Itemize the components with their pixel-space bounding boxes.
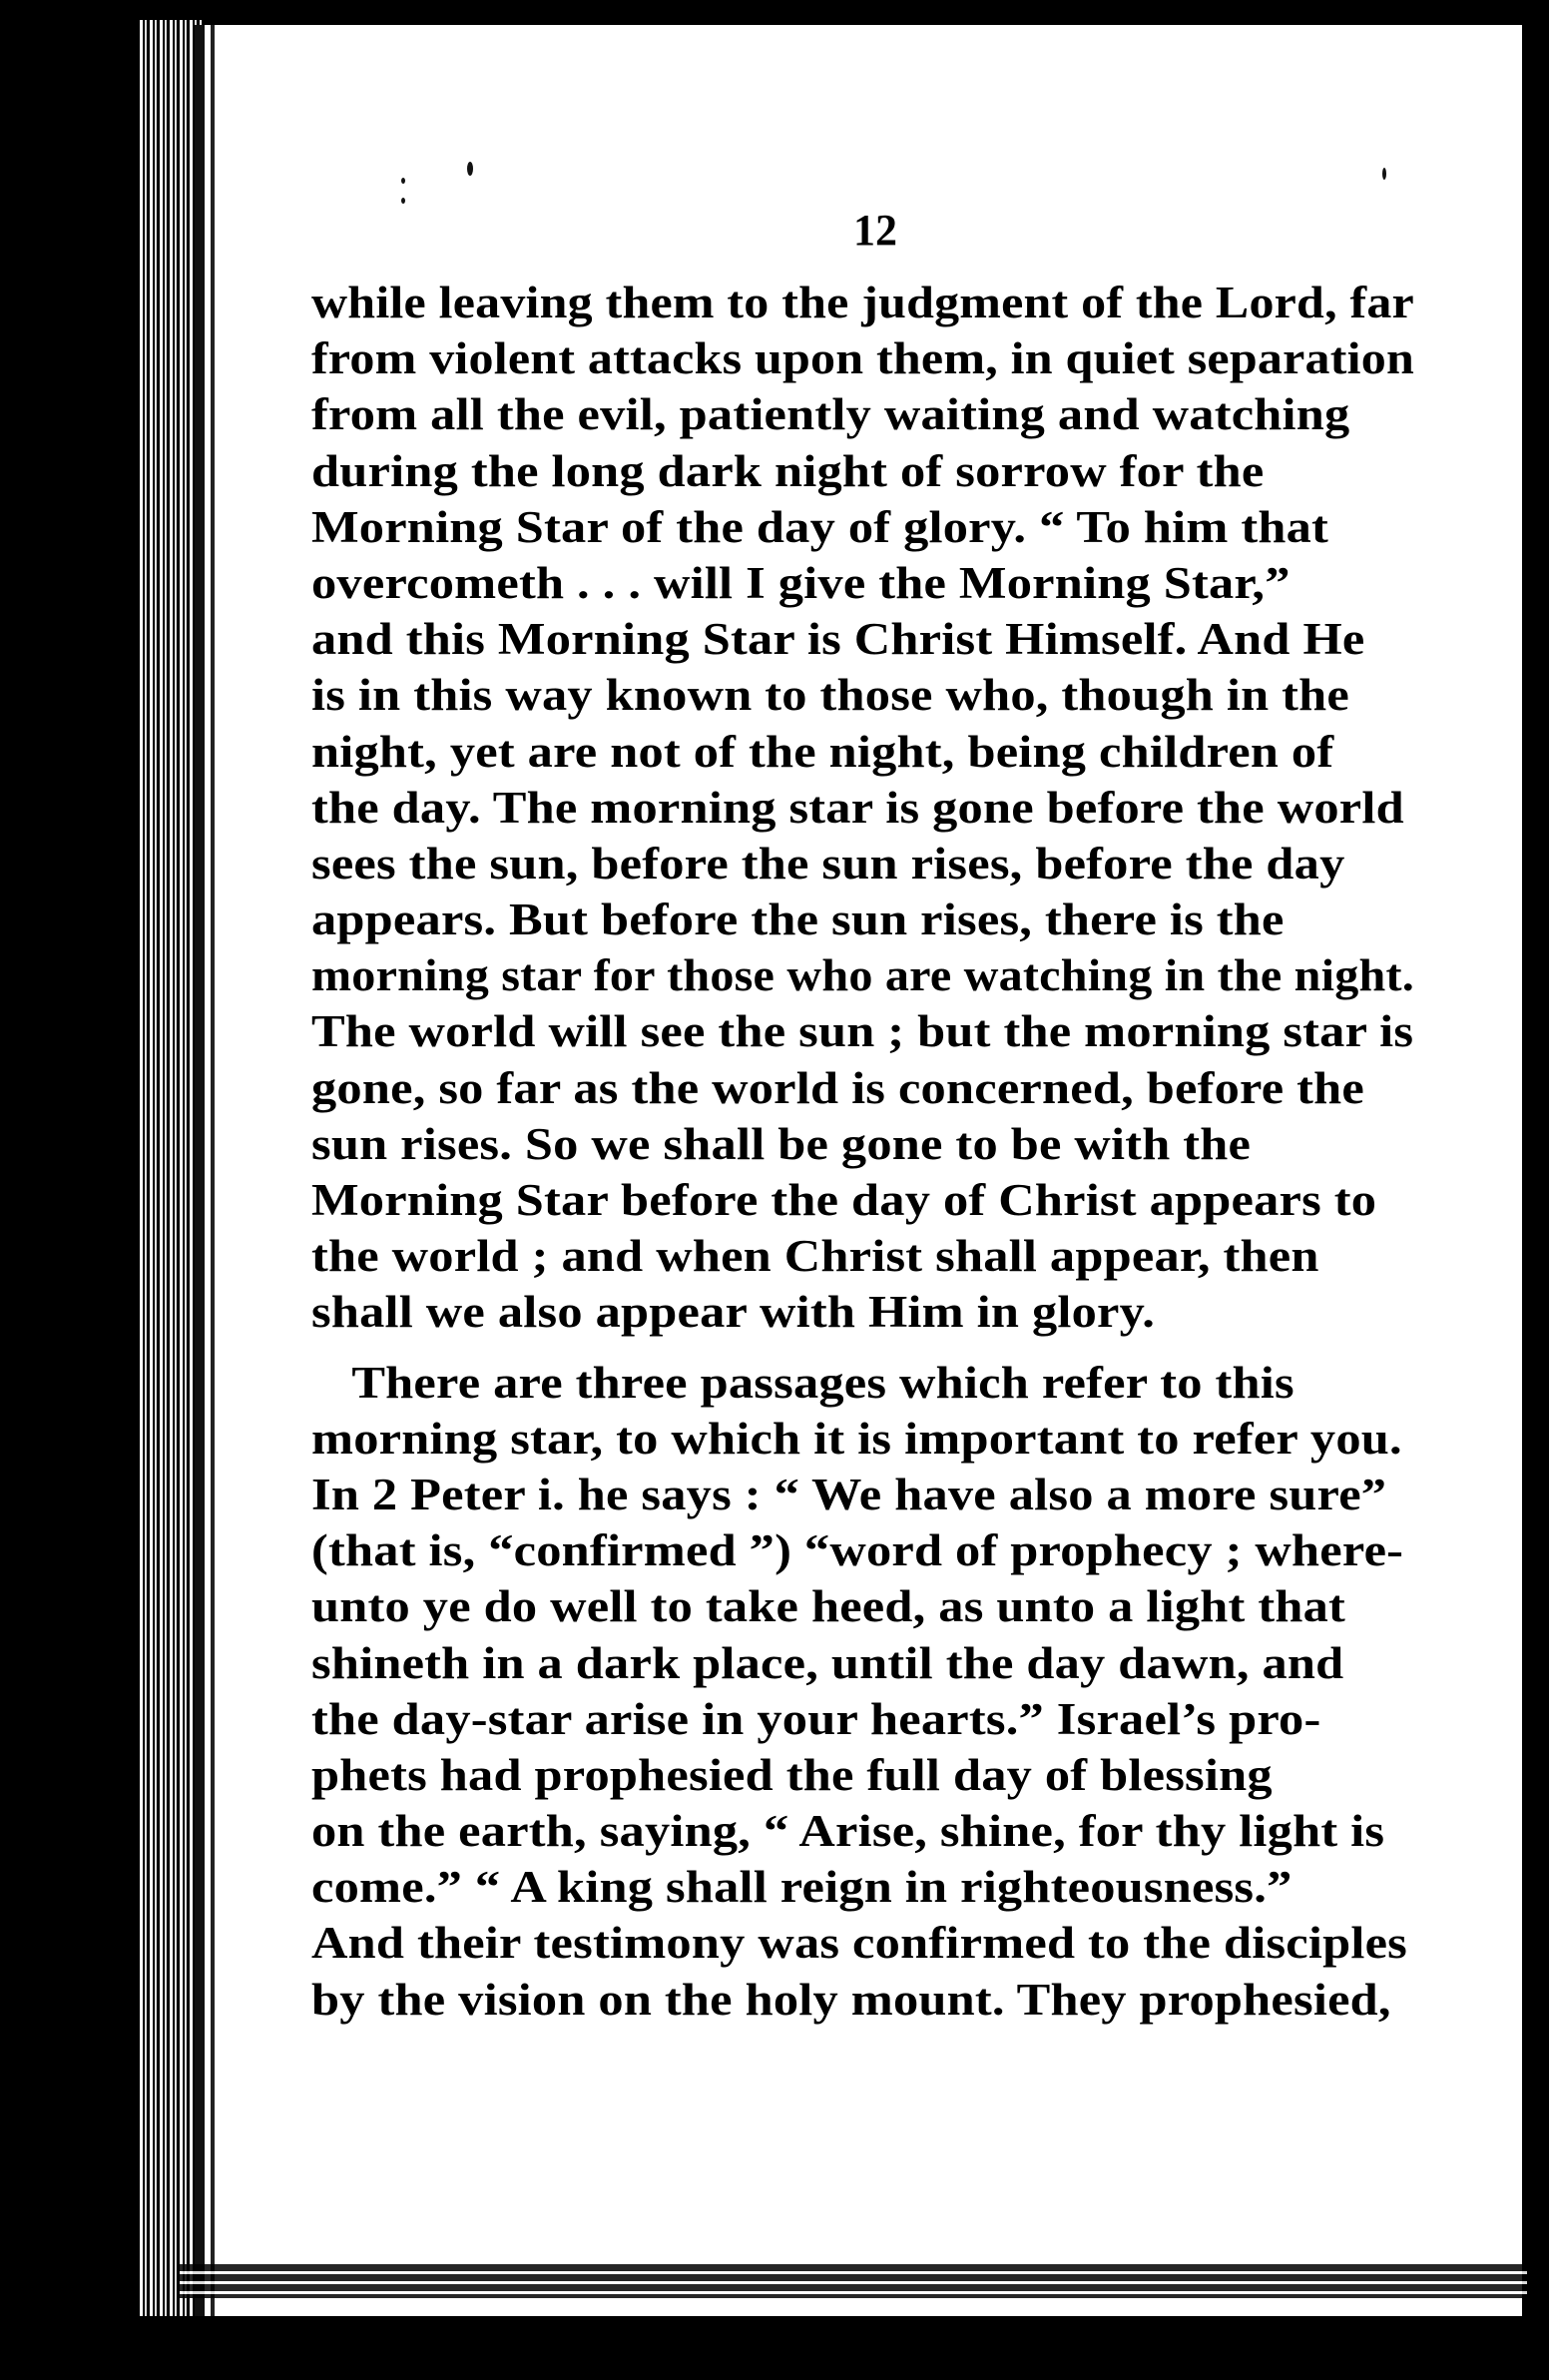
text-line: There are three passages which refer to this (351, 1357, 1294, 1408)
text-line: on the earth, saying, “ Arise, shine, for thy light is (311, 1806, 1385, 1857)
text-line: is in this way known to those who, though in the (311, 670, 1350, 721)
scan-speck (401, 198, 405, 204)
text-line: gone, so far as the world is concerned, before the (311, 1062, 1365, 1113)
text-line: phets had prophesied the full day of blessing (311, 1749, 1273, 1800)
paragraph-spacer (311, 1341, 1429, 1355)
text-line: the day-star arise in your hearts.” Israel’s pro- (311, 1693, 1321, 1744)
text-line: appears. But before the sun rises, there is the (311, 894, 1285, 945)
text-line: And their testimony was confirmed to the disciples (311, 1918, 1408, 1969)
text-line: night, yet are not of the night, being children of (311, 726, 1334, 777)
text-line: while leaving them to the judgment of the Lord, far (311, 278, 1414, 327)
text-line: the day. The morning star is gone before the world (311, 782, 1404, 833)
text-line: from violent attacks upon them, in quiet separation (311, 333, 1414, 384)
scan-speck (401, 178, 405, 184)
text-line: In 2 Peter i. he says : “ We have also a more sure” (311, 1469, 1387, 1519)
text-line: and this Morning Star is Christ Himself. And He (311, 614, 1365, 665)
scan-speck (467, 162, 473, 176)
page-bottom-edge (180, 2264, 1527, 2298)
text-line: shineth in a dark place, until the day dawn, and (311, 1637, 1344, 1688)
text-line: the world ; and when Christ shall appear, then (311, 1231, 1319, 1282)
text-line: from all the evil, patiently waiting and watching (311, 389, 1350, 440)
page-number: 12 (853, 206, 897, 255)
text-line: Morning Star before the day of Christ appears to (311, 1175, 1377, 1225)
text-line: (that is, “confirmed ”) “word of prophecy ; where- (311, 1525, 1404, 1576)
body-text (311, 275, 1429, 2028)
book-page-edges (140, 20, 202, 2316)
text-line: come.” “ A king shall reign in righteousness.” (311, 1862, 1292, 1913)
text-line: by the vision on the holy mount. They prophesied, (311, 1974, 1391, 2025)
text-line: Morning Star of the day of glory. “ To him that (311, 501, 1329, 552)
text-line: morning star for those who are watching in the night. (311, 950, 1414, 1001)
text-line: overcometh . . . will I give the Morning Star,” (311, 557, 1291, 608)
text-line: The world will see the sun ; but the morning star is (311, 1006, 1414, 1057)
paragraph-1 (311, 275, 1429, 1341)
scan-speck (1382, 168, 1386, 180)
paragraph-2 (311, 1355, 1429, 2028)
text-line: morning star, to which it is important to refer you. (311, 1413, 1402, 1464)
text-line: during the long dark night of sorrow for the (311, 445, 1265, 496)
text-line: sun rises. So we shall be gone to be with the (311, 1118, 1252, 1169)
text-line: shall we also appear with Him in glory. (311, 1287, 1156, 1338)
text-line: unto ye do well to take heed, as unto a light that (311, 1581, 1346, 1632)
text-line: sees the sun, before the sun rises, before the day (311, 838, 1345, 889)
